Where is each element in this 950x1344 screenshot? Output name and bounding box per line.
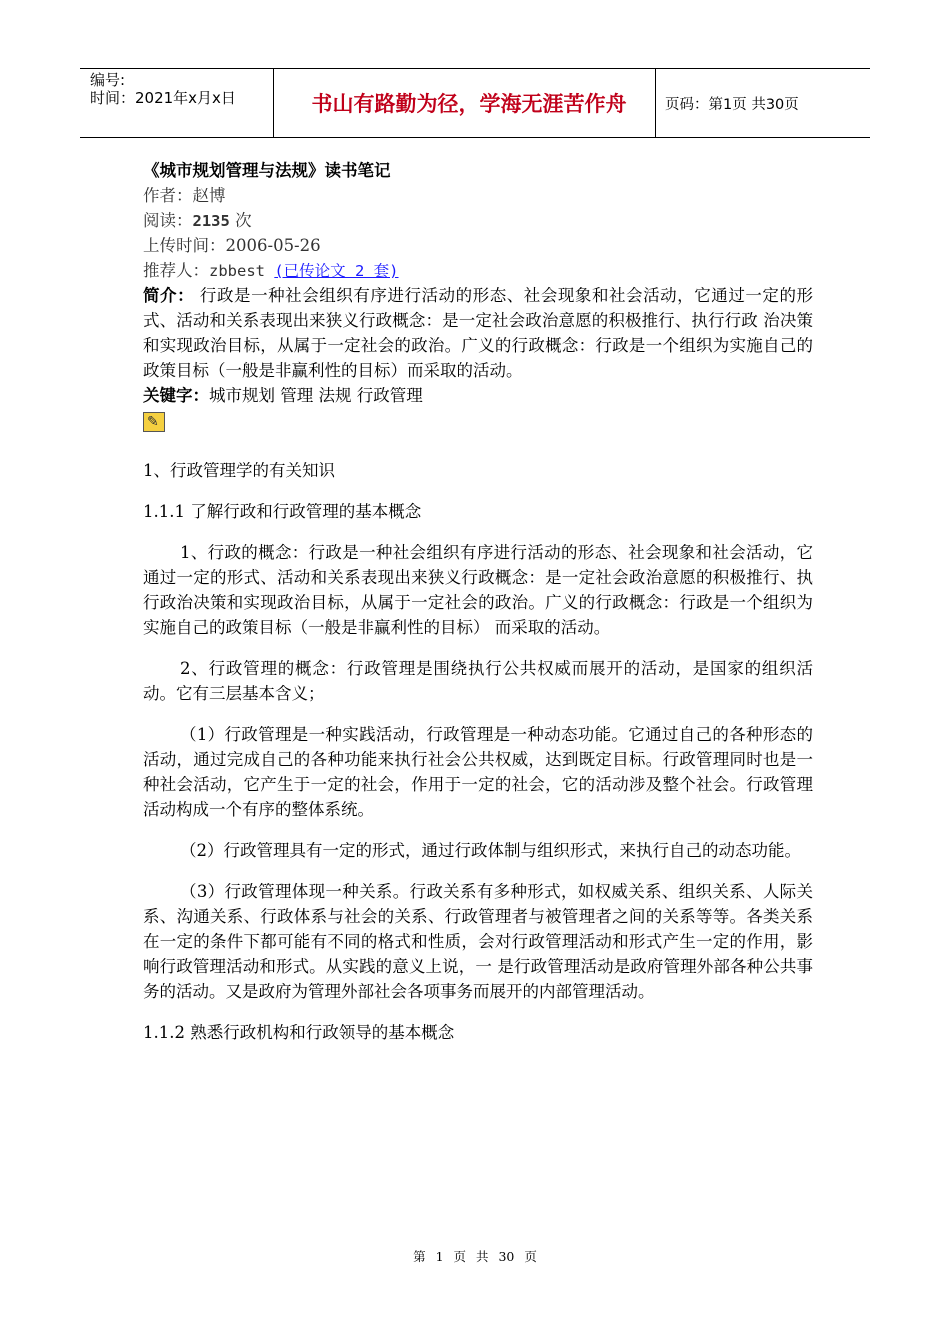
paragraph-admin-management-concept: 2、行政管理的概念：行政管理是围绕执行公共权威而展开的活动，是国家的组织活动。它有三层基本含义； xyxy=(143,659,813,703)
section-heading-1-1-2: 1.1.2 熟悉行政机构和行政领导的基本概念 xyxy=(143,1023,455,1042)
doc-title: 《城市规划管理与法规》读书笔记 xyxy=(143,161,391,180)
page-footer: 第 1 页 共 30 页 xyxy=(413,1249,537,1264)
header-page-info: 页码：第1页 共30页 xyxy=(665,96,799,113)
reads-unit: 次 xyxy=(229,211,252,230)
doc-upload-time: 上传时间：2006-05-26 xyxy=(143,236,321,255)
recommender-papers-link[interactable]: (已传论文 2 套) xyxy=(274,262,399,280)
document-icon[interactable]: ✎ xyxy=(143,412,165,432)
summary-text: 行政是一种社会组织有序进行活动的形态、社会现象和社会活动，它通过一定的形式、活动和关系表现出来狭义行政概念：是一定社会政治意愿的积极推行、执行行政 治决策和实现政治目标，从属于一定社会的政治。广义的行政概念：行政是一个组织为实施自己的政策目标（一般是非赢利性的目标）而采取的活动。 xyxy=(143,286,814,380)
doc-summary xyxy=(143,283,813,383)
keywords-label: 关键字： xyxy=(143,386,209,405)
doc-author: 作者：赵博 xyxy=(143,186,226,205)
recommender-name: zbbest xyxy=(209,262,275,280)
paragraph-admin-concept: 1、行政的概念：行政是一种社会组织有序进行活动的形态、社会现象和社会活动，它通过一定的形式、活动和关系表现出来狭义行政概念：是一定社会政治意愿的积极推行、执行政治决策和实现政治目标，从属于一定社会的政治。广义的行政概念：行政是一个组织为实施自己的政策目标（一般是非赢利性的目标） 而采取的活动。 xyxy=(143,543,813,637)
recommender-label: 推荐人： xyxy=(143,261,209,280)
section-heading-1-1-1: 1.1.1 了解行政和行政管理的基本概念 xyxy=(143,502,422,521)
header-divider xyxy=(273,69,274,137)
time-label: 时间：2021年x月x日 xyxy=(90,89,236,107)
header-table xyxy=(80,68,870,138)
doc-keywords xyxy=(143,383,813,408)
header-motto: 书山有路勤为径，学海无涯苦作舟 xyxy=(311,92,627,116)
header-left-cell xyxy=(90,71,236,107)
doc-reads xyxy=(143,208,813,233)
summary-label: 简介： xyxy=(143,286,195,305)
number-label: 编号: xyxy=(90,71,126,89)
section-heading-1: 1、行政管理学的有关知识 xyxy=(143,461,335,480)
paragraph-meaning-3: （3）行政管理体现一种关系。行政关系有多种形式，如权威关系、组织关系、人际关系、沟通关系、行政体系与社会的关系、行政管理者与被管理者之间的关系等等。各类关系在一定的条件下都可能有不同的格式和性质，会对行政管理活动和形式产生一定的作用，影响行政管理活动和形式。从实践的意义上说，一 是行政管理活动是政府管理外部各种公共事务的活动。又是政府为管理外部社会各项事务而展开的内部管理活动。 xyxy=(143,882,813,1001)
paragraph-meaning-2: （2）行政管理具有一定的形式，通过行政体制与组织形式，来执行自己的动态功能。 xyxy=(180,841,801,860)
icon-row xyxy=(143,408,813,434)
reads-value: 2135 xyxy=(192,212,230,230)
header-divider xyxy=(655,69,656,137)
document-body xyxy=(143,158,813,1045)
reads-label: 阅读： xyxy=(143,211,193,230)
doc-recommender xyxy=(143,258,813,283)
paragraph-meaning-1: （1）行政管理是一种实践活动，行政管理是一种动态功能。它通过自己的各种形态的活动，通过完成自己的各种功能来执行社会公共权威，达到既定目标。行政管理同时也是一种社会活动，它产生于一定的社会，作用于一定的社会，它的活动涉及整个社会。行政管理活动构成一个有序的整体系统。 xyxy=(143,725,813,819)
keywords-text: 城市规划 管理 法规 行政管理 xyxy=(209,386,423,405)
